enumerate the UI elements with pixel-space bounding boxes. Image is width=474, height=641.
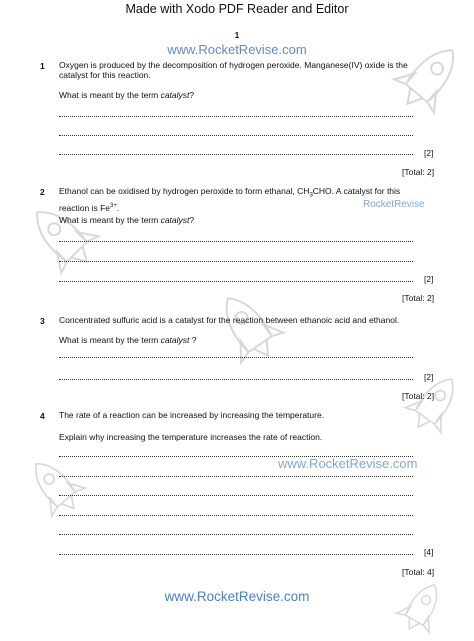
question-2-text: Ethanol can be oxidised by hydrogen peroxide to form ethanal, $CH_3CHO$. A catalyst for this reaction is $Fe^{3+}$. xyxy=(59,186,401,213)
app-banner: Made with Xodo PDF Reader and Editor xyxy=(125,2,349,16)
question-1-total: [Total: 2] xyxy=(402,167,435,177)
question-4-text: The rate of a reaction can be increased by increasing the temperature. xyxy=(59,410,325,420)
answer-line[interactable] xyxy=(59,281,413,282)
question-2-total: [Total: 2] xyxy=(402,293,435,303)
question-2-marks: [2] xyxy=(424,274,434,284)
answer-line[interactable] xyxy=(59,379,413,380)
question-1-text: Oxygen is produced by the decomposition of hydrogen peroxide. Manganese(IV) oxide is the catalyst for this reaction. xyxy=(59,60,408,80)
site-watermark-large: www.RocketRevise.com xyxy=(278,456,418,471)
question-1-number: 1 xyxy=(40,61,45,71)
answer-line[interactable] xyxy=(59,495,413,496)
question-4-prompt: Explain why increasing the temperature increases the rate of reaction. xyxy=(59,432,323,442)
answer-line[interactable] xyxy=(59,534,413,535)
answer-line[interactable] xyxy=(59,261,413,262)
question-2-number: 2 xyxy=(40,187,45,197)
rocket-watermark-icon xyxy=(389,573,454,641)
answer-line[interactable] xyxy=(59,515,413,516)
question-3-total: [Total: 2] xyxy=(402,391,435,401)
rocket-watermark-icon xyxy=(202,279,294,374)
answer-line[interactable] xyxy=(59,357,413,358)
answer-line[interactable] xyxy=(59,241,413,242)
question-4-total: [Total: 4] xyxy=(402,567,435,577)
question-3-text: Concentrated sulfuric acid is a catalyst for the reaction between ethanoic acid and ethanol. xyxy=(59,315,400,325)
site-watermark-top[interactable]: www.RocketRevise.com xyxy=(167,42,307,57)
question-3-marks: [2] xyxy=(424,372,434,382)
answer-line[interactable] xyxy=(59,154,413,155)
question-2-prompt: What is meant by the term catalyst? xyxy=(59,215,195,225)
question-3-prompt: What is meant by the term catalyst ? xyxy=(59,335,197,345)
rocket-watermark-icon xyxy=(16,446,94,526)
answer-line[interactable] xyxy=(59,116,413,117)
answer-line[interactable] xyxy=(59,135,413,136)
question-1-prompt: What is meant by the term catalyst? xyxy=(59,90,195,100)
answer-line[interactable] xyxy=(59,456,413,457)
rocket-watermark-icon xyxy=(397,363,474,442)
site-watermark-bottom[interactable]: www.RocketRevise.com xyxy=(164,589,310,604)
page-number: 1 xyxy=(234,31,240,40)
question-4-number: 4 xyxy=(40,411,45,421)
answer-line[interactable] xyxy=(59,476,413,477)
question-4-marks: [4] xyxy=(424,547,434,557)
question-3-number: 3 xyxy=(40,316,45,326)
answer-line[interactable] xyxy=(59,554,413,555)
question-1-marks: [2] xyxy=(424,148,434,158)
site-watermark-mid: RocketRevise xyxy=(363,199,425,210)
